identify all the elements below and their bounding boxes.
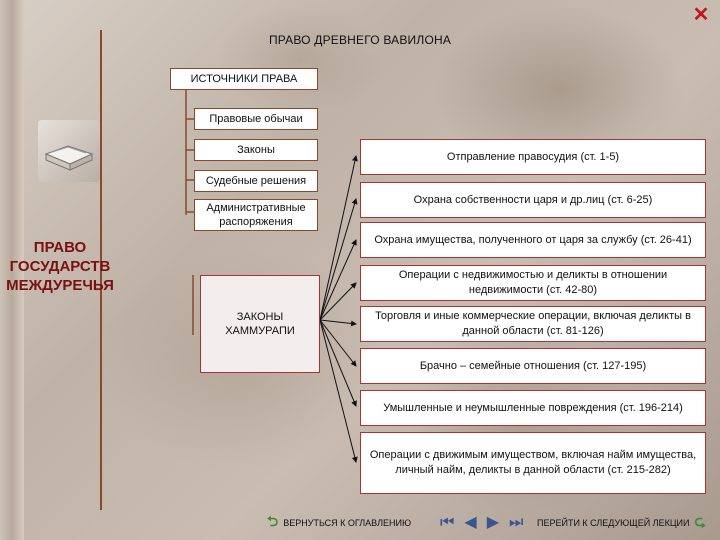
section-5: Торговля и иные коммерческие операции, включая деликты в данной области (ст. 81-126) (360, 306, 706, 342)
source-court-decisions: Судебные решения (194, 170, 318, 192)
last-slide-icon[interactable]: ⏭ (509, 514, 524, 531)
next-slide-icon[interactable]: ▶ (486, 514, 500, 531)
media-controls (440, 514, 523, 532)
return-arrow-icon: ⮌ (267, 513, 279, 529)
source-customs: Правовые обычаи (194, 108, 318, 130)
section-2: Охрана собственности царя и др.лиц (ст. 6-25) (360, 182, 706, 218)
next-lecture-link[interactable] (537, 512, 711, 534)
close-icon[interactable]: ✕ (692, 4, 710, 26)
page-title: ПРАВО ДРЕВНЕГО ВАВИЛОНА (268, 33, 452, 47)
prev-slide-icon[interactable]: ◀ (464, 514, 477, 531)
first-slide-icon[interactable]: ⏮ (440, 514, 455, 531)
next-lecture-label: ПЕРЕЙТИ К СЛЕДУЮЩЕЙ ЛЕКЦИИ (537, 518, 690, 528)
back-to-contents-link[interactable] (262, 512, 411, 534)
section-3: Охрана имущества, полученного от царя за службу (ст. 26-41) (360, 222, 706, 258)
source-laws: Законы (194, 139, 318, 161)
section-1: Отправление правосудия (ст. 1-5) (360, 139, 706, 175)
section-4: Операции с недвижимостью и деликты в отношении недвижимости (ст. 42-80) (360, 265, 706, 301)
state-label: ПРАВО ГОСУДАРСТВ МЕЖДУРЕЧЬЯ (6, 239, 114, 294)
forward-arrow-icon: ⮎ (694, 513, 706, 529)
section-7: Умышленные и неумышленные повреждения (ст. 196-214) (360, 390, 706, 426)
hammurabi-laws-box: ЗАКОНЫ ХАММУРАПИ (200, 275, 320, 373)
sources-header: ИСТОЧНИКИ ПРАВА (170, 68, 318, 90)
back-to-contents-label: ВЕРНУТЬСЯ К ОГЛАВЛЕНИЮ (283, 518, 412, 528)
source-admin-orders: Административные распоряжения (194, 199, 318, 231)
section-6: Брачно – семейные отношения (ст. 127-195) (360, 348, 706, 384)
section-8: Операции с движимым имуществом, включая найм имущества, личный найм, деликты в данной области (ст. 215-282) (360, 432, 706, 494)
